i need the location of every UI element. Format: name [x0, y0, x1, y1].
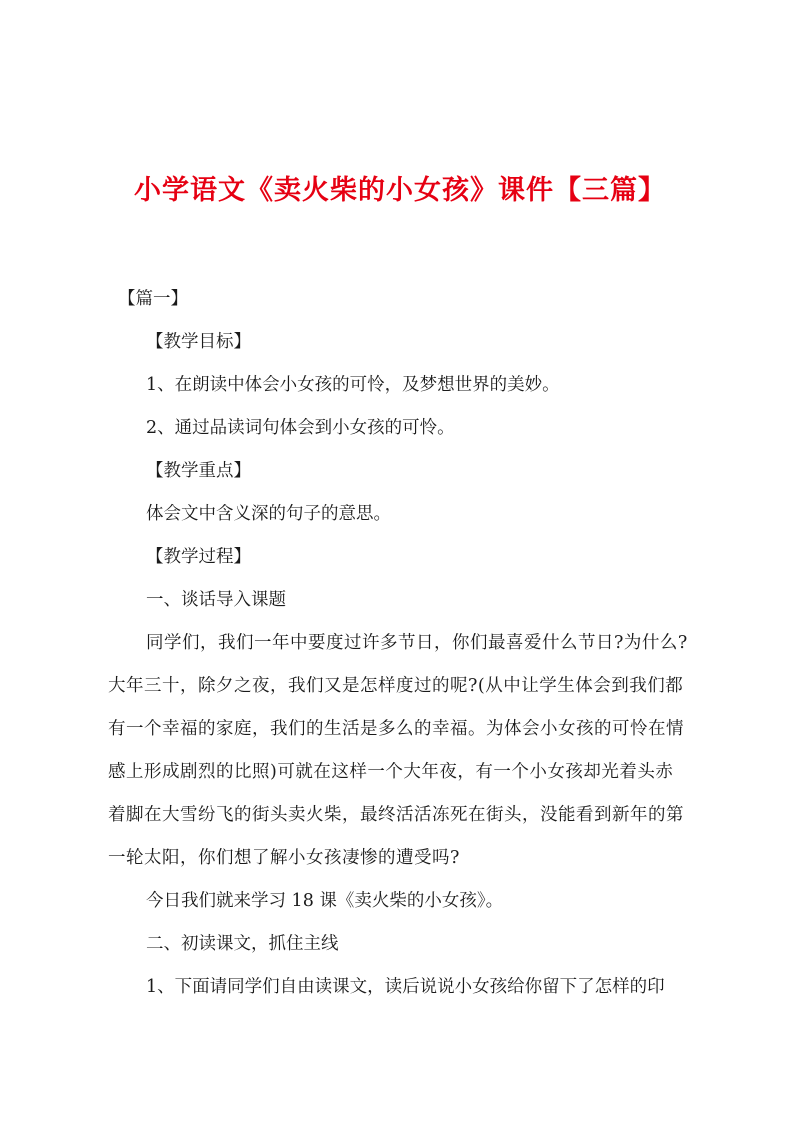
intro-line: 有一个幸福的家庭，我们的生活是多么的幸福。为体会小女孩的可怜在情: [108, 719, 684, 739]
step-2-item-1: 1、下面请同学们自由读课文，读后说说小女孩给你留下了怎样的印: [146, 977, 665, 997]
intro-line: 着脚在大雪纷飞的街头卖火柴，最终活活冻死在街头，没能看到新年的第: [108, 805, 684, 825]
intro-line: 同学们，我们一年中要度过许多节日，你们最喜爱什么节日?为什么?: [146, 633, 688, 653]
step-2-heading: 二、初读课文，抓住主线: [146, 934, 339, 954]
today-line: 今日我们就来学习 18 课《卖火柴的小女孩》。: [146, 891, 504, 911]
intro-line: 感上形成剧烈的比照)可就在这样一个大年夜，有一个小女孩却光着头赤: [108, 762, 674, 782]
intro-line: 一轮太阳，你们想了解小女孩凄惨的遭受吗?: [108, 848, 460, 868]
section-label: 【篇一】: [118, 289, 188, 309]
key-heading: 【教学重点】: [146, 461, 251, 481]
intro-line: 大年三十，除夕之夜，我们又是怎样度过的呢?(从中让学生体会到我们都: [108, 676, 684, 696]
goal-item-2: 2、通过品读词句体会到小女孩的可怜。: [146, 418, 455, 438]
document-title: 小学语文《卖火柴的小女孩》课件【三篇】: [134, 175, 666, 206]
goal-heading: 【教学目标】: [146, 332, 251, 352]
process-heading: 【教学过程】: [146, 547, 251, 567]
step-1-heading: 一、谈话导入课题: [146, 590, 286, 610]
goal-item-1: 1、在朗读中体会小女孩的可怜，及梦想世界的美妙。: [146, 375, 560, 395]
document-body: [108, 284, 708, 1003]
key-text: 体会文中含义深的句子的意思。: [146, 504, 391, 524]
intro-paragraph: [108, 628, 708, 874]
